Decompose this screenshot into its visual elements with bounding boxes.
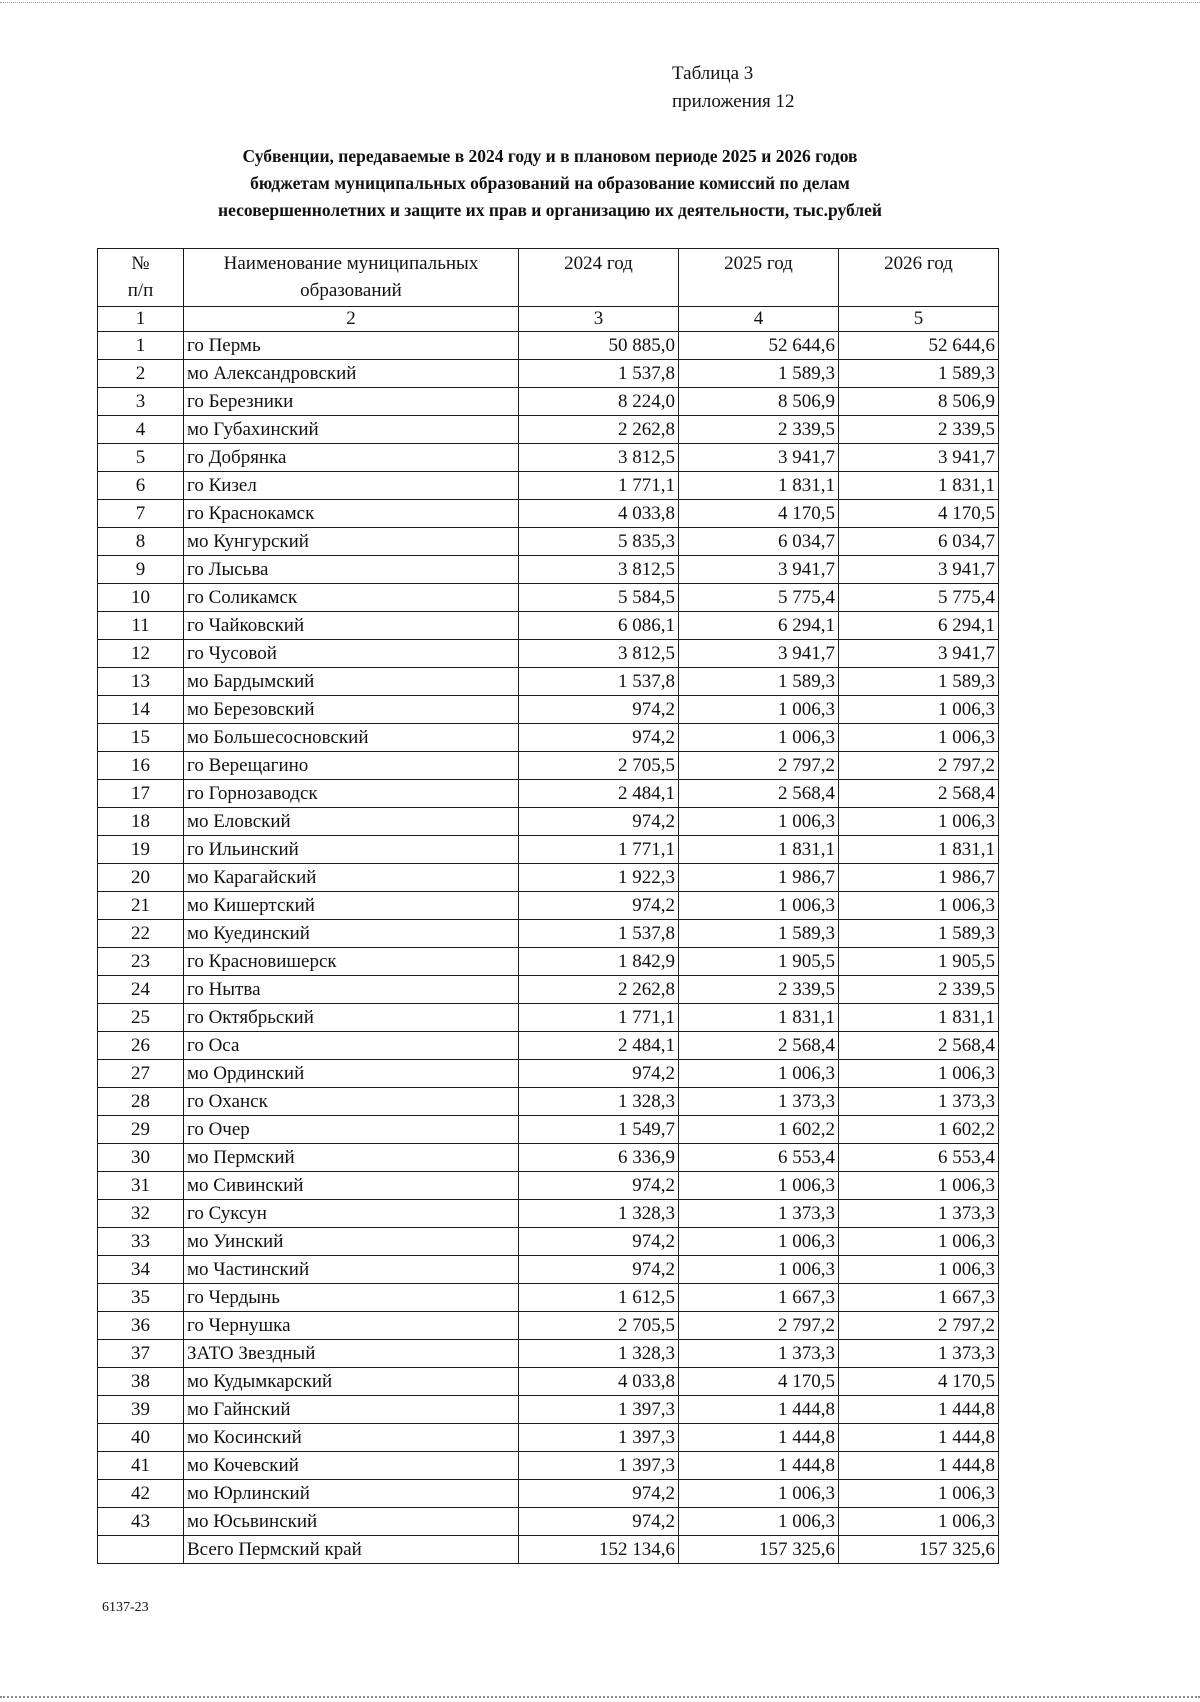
value-2026: 1 006,3 (839, 892, 999, 920)
value-2026: 1 831,1 (839, 836, 999, 864)
header-name-text: Наименование муниципальных образований (223, 253, 479, 301)
row-number: 1 (98, 332, 184, 360)
row-number: 18 (98, 808, 184, 836)
table-row (98, 948, 999, 976)
scan-edge-bottom (0, 1696, 1200, 1698)
column-number-row (98, 307, 999, 332)
value-2025: 1 831,1 (679, 1004, 839, 1032)
value-2025: 6 294,1 (679, 612, 839, 640)
municipality-name: го Пермь (184, 332, 519, 360)
municipality-name: мо Пермский (184, 1144, 519, 1172)
value-2025: 2 339,5 (679, 416, 839, 444)
value-2026: 4 170,5 (839, 1368, 999, 1396)
value-2026: 3 941,7 (839, 640, 999, 668)
row-number: 29 (98, 1116, 184, 1144)
value-2024: 4 033,8 (519, 1368, 679, 1396)
value-2024: 5 835,3 (519, 528, 679, 556)
municipality-name: го Чусовой (184, 640, 519, 668)
value-2026: 1 831,1 (839, 472, 999, 500)
row-number: 14 (98, 696, 184, 724)
column-number: 4 (679, 307, 839, 332)
row-number: 2 (98, 360, 184, 388)
municipality-name: го Краснокамск (184, 500, 519, 528)
table-row (98, 556, 999, 584)
total-row (98, 1536, 999, 1564)
column-number: 2 (184, 307, 519, 332)
value-2026: 1 444,8 (839, 1424, 999, 1452)
value-2026: 2 797,2 (839, 752, 999, 780)
value-2025: 1 831,1 (679, 472, 839, 500)
value-2024: 1 537,8 (519, 360, 679, 388)
value-2025: 1 006,3 (679, 724, 839, 752)
row-number: 39 (98, 1396, 184, 1424)
municipality-name: мо Косинский (184, 1424, 519, 1452)
table-caption (672, 60, 794, 116)
value-2026: 1 373,3 (839, 1088, 999, 1116)
value-2024: 1 537,8 (519, 920, 679, 948)
table-row (98, 808, 999, 836)
value-2026: 1 602,2 (839, 1116, 999, 1144)
value-2024: 974,2 (519, 1256, 679, 1284)
municipality-name: мо Кунгурский (184, 528, 519, 556)
value-2025: 4 170,5 (679, 1368, 839, 1396)
value-2024: 3 812,5 (519, 556, 679, 584)
table-row (98, 1172, 999, 1200)
value-2024: 974,2 (519, 1480, 679, 1508)
value-2026: 52 644,6 (839, 332, 999, 360)
value-2026: 1 589,3 (839, 360, 999, 388)
table-row (98, 724, 999, 752)
value-2026: 1 444,8 (839, 1396, 999, 1424)
value-2024: 974,2 (519, 1508, 679, 1536)
municipality-name: мо Гайнский (184, 1396, 519, 1424)
value-2026: 2 797,2 (839, 1312, 999, 1340)
row-number: 19 (98, 836, 184, 864)
table-row (98, 1228, 999, 1256)
municipality-name: го Чердынь (184, 1284, 519, 1312)
municipality-name: го Горнозаводск (184, 780, 519, 808)
value-2024: 1 537,8 (519, 668, 679, 696)
document-code: 6137-23 (102, 1600, 149, 1615)
value-2026: 1 006,3 (839, 1228, 999, 1256)
table-row (98, 1256, 999, 1284)
value-2026: 1 905,5 (839, 948, 999, 976)
value-2026: 1 006,3 (839, 696, 999, 724)
municipality-name: го Кизел (184, 472, 519, 500)
row-number: 8 (98, 528, 184, 556)
value-2026: 1 667,3 (839, 1284, 999, 1312)
row-number: 21 (98, 892, 184, 920)
value-2025: 2 568,4 (679, 1032, 839, 1060)
row-number: 11 (98, 612, 184, 640)
value-2025: 1 589,3 (679, 360, 839, 388)
value-2025: 2 797,2 (679, 752, 839, 780)
row-number: 20 (98, 864, 184, 892)
value-2024: 1 771,1 (519, 1004, 679, 1032)
value-2026: 6 294,1 (839, 612, 999, 640)
value-2024: 1 771,1 (519, 472, 679, 500)
value-2024: 6 336,9 (519, 1144, 679, 1172)
row-number: 28 (98, 1088, 184, 1116)
municipality-name: го Березники (184, 388, 519, 416)
municipality-name: го Чайковский (184, 612, 519, 640)
municipality-name: мо Еловский (184, 808, 519, 836)
table-row (98, 500, 999, 528)
municipality-name: го Ильинский (184, 836, 519, 864)
value-2025: 2 797,2 (679, 1312, 839, 1340)
municipality-name: мо Александровский (184, 360, 519, 388)
document-title (100, 143, 1000, 224)
value-2025: 1 373,3 (679, 1200, 839, 1228)
value-2026: 2 568,4 (839, 780, 999, 808)
value-2025: 1 373,3 (679, 1340, 839, 1368)
value-2025: 1 444,8 (679, 1424, 839, 1452)
value-2025: 1 006,3 (679, 1060, 839, 1088)
row-number: 43 (98, 1508, 184, 1536)
value-2026: 1 589,3 (839, 920, 999, 948)
value-2026: 4 170,5 (839, 500, 999, 528)
value-2025: 5 775,4 (679, 584, 839, 612)
municipality-name: мо Большесосновский (184, 724, 519, 752)
table-row (98, 892, 999, 920)
value-2024: 974,2 (519, 892, 679, 920)
municipality-name: мо Бардымский (184, 668, 519, 696)
table-header-row (98, 249, 999, 307)
row-number: 7 (98, 500, 184, 528)
row-number: 42 (98, 1480, 184, 1508)
total-label: Всего Пермский край (184, 1536, 519, 1564)
value-2024: 2 262,8 (519, 976, 679, 1004)
value-2026: 3 941,7 (839, 444, 999, 472)
value-2026: 1 006,3 (839, 1060, 999, 1088)
header-num-text: № п/п (127, 253, 154, 301)
table-row (98, 1200, 999, 1228)
row-number: 41 (98, 1452, 184, 1480)
value-2024: 3 812,5 (519, 444, 679, 472)
municipality-name: мо Ординский (184, 1060, 519, 1088)
table-row (98, 332, 999, 360)
table-row (98, 612, 999, 640)
value-2024: 2 484,1 (519, 780, 679, 808)
value-2024: 974,2 (519, 724, 679, 752)
row-number: 27 (98, 1060, 184, 1088)
row-number: 23 (98, 948, 184, 976)
row-number: 38 (98, 1368, 184, 1396)
municipality-name: го Оханск (184, 1088, 519, 1116)
value-2026: 1 986,7 (839, 864, 999, 892)
table-row (98, 1508, 999, 1536)
value-2025: 1 589,3 (679, 920, 839, 948)
value-2026: 1 373,3 (839, 1200, 999, 1228)
title-line-1: Субвенции, передаваемые в 2024 году и в плановом периоде 2025 и 2026 годов (242, 146, 858, 166)
value-2026: 2 339,5 (839, 976, 999, 1004)
value-2026: 1 006,3 (839, 1172, 999, 1200)
value-2024: 974,2 (519, 808, 679, 836)
row-number: 40 (98, 1424, 184, 1452)
value-2025: 1 006,3 (679, 696, 839, 724)
value-2025: 3 941,7 (679, 556, 839, 584)
row-number: 25 (98, 1004, 184, 1032)
title-line-2: бюджетам муниципальных образований на образование комиссий по делам (250, 173, 850, 193)
value-2025: 2 339,5 (679, 976, 839, 1004)
header-num (98, 249, 184, 307)
municipality-name: го Добрянка (184, 444, 519, 472)
municipality-name: мо Кишертский (184, 892, 519, 920)
municipality-name: мо Кудымкарский (184, 1368, 519, 1396)
municipality-name: го Соликамск (184, 584, 519, 612)
table-row (98, 1452, 999, 1480)
value-2026: 2 568,4 (839, 1032, 999, 1060)
title-line-3: несовершеннолетних и защите их прав и организацию их деятельности, тыс.рублей (218, 200, 882, 220)
value-2025: 1 831,1 (679, 836, 839, 864)
value-2025: 1 006,3 (679, 1480, 839, 1508)
table-row (98, 1396, 999, 1424)
value-2024: 1 397,3 (519, 1396, 679, 1424)
value-2024: 974,2 (519, 1228, 679, 1256)
municipality-name: го Верещагино (184, 752, 519, 780)
municipality-name: мо Юрлинский (184, 1480, 519, 1508)
value-2025: 1 006,3 (679, 808, 839, 836)
column-number: 3 (519, 307, 679, 332)
header-2024: 2024 год (519, 249, 679, 307)
municipality-name: мо Юсьвинский (184, 1508, 519, 1536)
value-2024: 1 612,5 (519, 1284, 679, 1312)
header-2026: 2026 год (839, 249, 999, 307)
value-2026: 8 506,9 (839, 388, 999, 416)
value-2025: 1 006,3 (679, 892, 839, 920)
value-2026: 1 006,3 (839, 1480, 999, 1508)
value-2024: 50 885,0 (519, 332, 679, 360)
value-2025: 3 941,7 (679, 444, 839, 472)
value-2026: 1 006,3 (839, 724, 999, 752)
table-row (98, 864, 999, 892)
value-2024: 1 842,9 (519, 948, 679, 976)
value-2024: 4 033,8 (519, 500, 679, 528)
row-number: 33 (98, 1228, 184, 1256)
row-number: 12 (98, 640, 184, 668)
header-name (184, 249, 519, 307)
municipality-name: го Лысьва (184, 556, 519, 584)
table-row (98, 1424, 999, 1452)
value-2026: 5 775,4 (839, 584, 999, 612)
row-number: 3 (98, 388, 184, 416)
value-2026: 6 553,4 (839, 1144, 999, 1172)
municipality-name: ЗАТО Звездный (184, 1340, 519, 1368)
table-row (98, 668, 999, 696)
caption-table-number: Таблица 3 (672, 63, 754, 84)
value-2026: 1 006,3 (839, 808, 999, 836)
value-2025: 1 006,3 (679, 1508, 839, 1536)
total-number (98, 1536, 184, 1564)
value-2024: 2 484,1 (519, 1032, 679, 1060)
value-2024: 1 771,1 (519, 836, 679, 864)
row-number: 22 (98, 920, 184, 948)
subventions-table (97, 248, 999, 1564)
table-row (98, 1312, 999, 1340)
value-2024: 1 397,3 (519, 1424, 679, 1452)
value-2025: 1 373,3 (679, 1088, 839, 1116)
value-2025: 6 553,4 (679, 1144, 839, 1172)
row-number: 13 (98, 668, 184, 696)
row-number: 5 (98, 444, 184, 472)
value-2025: 1 006,3 (679, 1256, 839, 1284)
table-row (98, 640, 999, 668)
value-2025: 1 589,3 (679, 668, 839, 696)
table-row (98, 1088, 999, 1116)
row-number: 37 (98, 1340, 184, 1368)
table-row (98, 976, 999, 1004)
value-2024: 974,2 (519, 1172, 679, 1200)
municipality-name: го Суксун (184, 1200, 519, 1228)
municipality-name: мо Сивинский (184, 1172, 519, 1200)
row-number: 34 (98, 1256, 184, 1284)
value-2024: 1 922,3 (519, 864, 679, 892)
row-number: 10 (98, 584, 184, 612)
table-row (98, 584, 999, 612)
municipality-name: мо Губахинский (184, 416, 519, 444)
municipality-name: мо Карагайский (184, 864, 519, 892)
table-body (98, 332, 999, 1564)
table-row (98, 1116, 999, 1144)
municipality-name: мо Кочевский (184, 1452, 519, 1480)
row-number: 24 (98, 976, 184, 1004)
value-2026: 1 006,3 (839, 1508, 999, 1536)
value-2024: 1 549,7 (519, 1116, 679, 1144)
value-2026: 1 589,3 (839, 668, 999, 696)
value-2025: 1 667,3 (679, 1284, 839, 1312)
table-row (98, 360, 999, 388)
value-2024: 6 086,1 (519, 612, 679, 640)
value-2026: 1 006,3 (839, 1256, 999, 1284)
column-number: 5 (839, 307, 999, 332)
table-row (98, 920, 999, 948)
value-2024: 2 262,8 (519, 416, 679, 444)
value-2025: 1 905,5 (679, 948, 839, 976)
value-2024: 3 812,5 (519, 640, 679, 668)
value-2024: 1 397,3 (519, 1452, 679, 1480)
value-2026: 6 034,7 (839, 528, 999, 556)
row-number: 35 (98, 1284, 184, 1312)
column-number: 1 (98, 307, 184, 332)
table-row (98, 1032, 999, 1060)
value-2025: 1 006,3 (679, 1172, 839, 1200)
municipality-name: мо Уинский (184, 1228, 519, 1256)
total-2024: 152 134,6 (519, 1536, 679, 1564)
value-2025: 52 644,6 (679, 332, 839, 360)
municipality-name: го Красновишерск (184, 948, 519, 976)
municipality-name: го Оса (184, 1032, 519, 1060)
row-number: 26 (98, 1032, 184, 1060)
table-row (98, 388, 999, 416)
value-2025: 6 034,7 (679, 528, 839, 556)
municipality-name: мо Березовский (184, 696, 519, 724)
row-number: 30 (98, 1144, 184, 1172)
total-2025: 157 325,6 (679, 1536, 839, 1564)
value-2025: 3 941,7 (679, 640, 839, 668)
value-2026: 1 444,8 (839, 1452, 999, 1480)
table-row (98, 696, 999, 724)
value-2024: 1 328,3 (519, 1200, 679, 1228)
value-2025: 1 602,2 (679, 1116, 839, 1144)
municipality-name: мо Частинский (184, 1256, 519, 1284)
value-2025: 4 170,5 (679, 500, 839, 528)
table-row (98, 528, 999, 556)
municipality-name: го Октябрьский (184, 1004, 519, 1032)
row-number: 15 (98, 724, 184, 752)
row-number: 16 (98, 752, 184, 780)
municipality-name: го Очер (184, 1116, 519, 1144)
total-2026: 157 325,6 (839, 1536, 999, 1564)
municipality-name: го Чернушка (184, 1312, 519, 1340)
caption-appendix: приложения 12 (672, 91, 795, 112)
table-row (98, 1004, 999, 1032)
table-row (98, 1368, 999, 1396)
value-2026: 1 831,1 (839, 1004, 999, 1032)
row-number: 32 (98, 1200, 184, 1228)
table-row (98, 780, 999, 808)
table-row (98, 752, 999, 780)
table-row (98, 444, 999, 472)
value-2026: 2 339,5 (839, 416, 999, 444)
municipality-name: го Нытва (184, 976, 519, 1004)
table-row (98, 472, 999, 500)
table-row (98, 1340, 999, 1368)
scan-edge-top (0, 2, 1200, 3)
row-number: 31 (98, 1172, 184, 1200)
value-2025: 8 506,9 (679, 388, 839, 416)
value-2024: 5 584,5 (519, 584, 679, 612)
value-2025: 2 568,4 (679, 780, 839, 808)
value-2026: 1 373,3 (839, 1340, 999, 1368)
header-2025: 2025 год (679, 249, 839, 307)
row-number: 6 (98, 472, 184, 500)
table-row (98, 836, 999, 864)
value-2026: 3 941,7 (839, 556, 999, 584)
table-row (98, 1144, 999, 1172)
value-2025: 1 006,3 (679, 1228, 839, 1256)
row-number: 17 (98, 780, 184, 808)
value-2024: 1 328,3 (519, 1340, 679, 1368)
value-2024: 2 705,5 (519, 752, 679, 780)
row-number: 36 (98, 1312, 184, 1340)
table-row (98, 1060, 999, 1088)
table-row (98, 416, 999, 444)
value-2024: 8 224,0 (519, 388, 679, 416)
value-2024: 974,2 (519, 696, 679, 724)
value-2024: 2 705,5 (519, 1312, 679, 1340)
value-2024: 1 328,3 (519, 1088, 679, 1116)
row-number: 4 (98, 416, 184, 444)
municipality-name: мо Куединский (184, 920, 519, 948)
table-row (98, 1284, 999, 1312)
value-2025: 1 444,8 (679, 1396, 839, 1424)
row-number: 9 (98, 556, 184, 584)
value-2024: 974,2 (519, 1060, 679, 1088)
table-row (98, 1480, 999, 1508)
value-2025: 1 444,8 (679, 1452, 839, 1480)
value-2025: 1 986,7 (679, 864, 839, 892)
